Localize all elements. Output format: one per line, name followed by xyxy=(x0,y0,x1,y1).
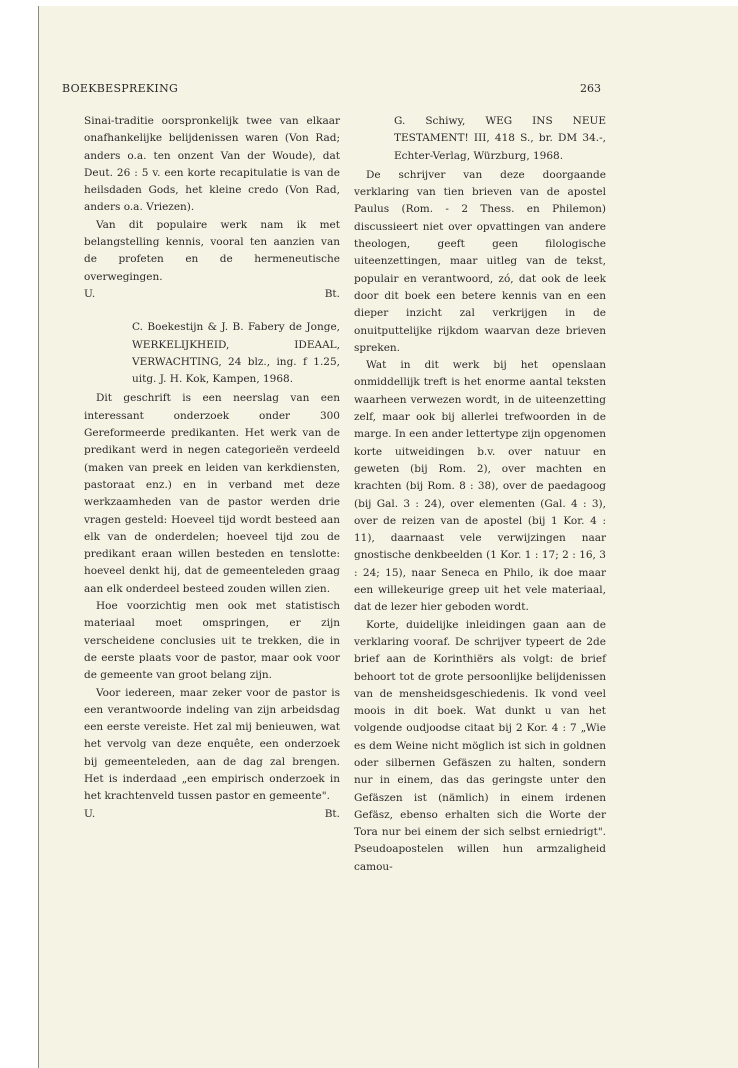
review-heading: G. Schiwy, WEG INS NEUE TESTAMENT! III, 418 S., br. DM 34.-, Echter-Verlag, Würzburg, 1968. xyxy=(394,115,606,162)
left-column xyxy=(84,113,340,823)
paragraph: Dit geschrift is een neerslag van een interessant onderzoek onder 300 Gereformeerde predikanten. Het werk van de predikant werd in negen categorieën verdeeld (maken van preek en leiden van kerkdiensten, pastoraat enz.) en in verband met deze werkzaamheden van de pastor werden drie vragen gesteld: Hoeveel tijd wordt besteed aan elk van de onderdelen; hoeveel tijd zou de predikant eraan willen besteden en tenslotte: hoeveel denkt hij, dat de gemeenteleden graag aan elk onderdeel besteed zouden willen zien. xyxy=(84,392,340,595)
paragraph: Korte, duidelijke inleidingen gaan aan de verklaring vooraf. De schrijver typeert de 2de brief aan de Korinthiërs als volgt: de brief behoort tot de grote persoonlijke belijdenissen van de mensheidsgeschiedenis. Ik vond veel moois in dit boek. Wat dunkt u van het volgende oudjoodse citaat bij 2 Kor. 4 : 7 „Wie es dem Weine nicht möglich ist sich in goldnen oder silbernen Gefäszen zu halten, sondern nur in einem, das das geringste unter den Gefäszen ist (nämlich) in einem irdenen Gefäsz, ebenso erhalten sich die Worte der Tora nur bei einem der sich selbst erniedrigt". Pseudoapostelen willen hun armzaligheid camou- xyxy=(354,618,606,873)
review-heading: C. Boekestijn & J. B. Fabery de Jonge, WERKELIJKHEID, IDEAAL, VERWACHTING, 24 blz., ing. f 1.25, uitg. J. H. Kok, Kampen, 1968. xyxy=(132,321,340,386)
right-column xyxy=(354,113,606,876)
signature-name: Bt. xyxy=(324,807,340,820)
signature-initial: U. xyxy=(84,807,96,820)
page-number: 263 xyxy=(580,82,601,95)
paragraph: Wat in dit werk bij het openslaan onmiddellijk treft is het enorme aantal teksten waarheen verwezen wordt, in de uiteenzetting zelf, maar ook bij allerlei trefwoorden in de marge. In een ander lettertype zijn opgenomen korte uitweidingen b.v. over natuur en geweten (bij Rom. 2), over machten en krachten (bij Rom. 8 : 38), over de paedagoog (bij Gal. 3 : 24), over elementen (Gal. 4 : 3), over de reizen van de apostel (bij 1 Kor. 4 : 11), daarnaast vele verwijzingen naar gnostische denkbeelden (1 Kor. 1 : 17; 2 : 16, 3 : 24; 15), naar Seneca en Philo, ik doe maar een willekeurige greep uit het vele materiaal, dat de lezer hier geboden wordt. xyxy=(354,359,606,614)
reviewer-signature xyxy=(84,286,340,303)
paragraph: De schrijver van deze doorgaande verklaring van tien brieven van de apostel Paulus (Rom. - 2 Thess. en Philemon) discussieert niet over opvattingen van andere theologen, geeft geen filologische uiteenzettingen, maar uitleg van de tekst, populair en verantwoord, zó, dat ook de leek door dit boek een betere kennis van en een dieper inzicht zal verkrijgen in de onuitputtelijke rijkdom waarvan deze brieven spreken. xyxy=(354,168,606,354)
signature-initial: U. xyxy=(84,287,96,300)
paragraph: Voor iedereen, maar zeker voor de pastor is een verantwoorde indeling van zijn arbeidsdag een eerste vereiste. Het zal mij benieuwen, wat het vervolg van deze enquête, een onderzoek bij gemeenteleden, aan de dag zal brengen. Het is inderdaad „een empirisch onderzoek in het krachtenveld tussen pastor en gemeente". xyxy=(84,686,340,803)
running-header-title: BOEKBESPREKING xyxy=(62,82,179,95)
reviewer-signature xyxy=(84,806,340,823)
signature-name: Bt. xyxy=(324,287,340,300)
paragraph: Sinai-traditie oorspronkelijk twee van elkaar onafhankelijke belijdenissen waren (Von Rad; anders o.a. ten onzent Van der Woude), dat Deut. 26 : 5 v. een korte recapitulatie is van de heilsdaden Gods, het kleine credo (Von Rad, anders o.a. Vriezen). xyxy=(84,115,340,214)
paragraph: Hoe voorzichtig men ook met statistisch materiaal moet omspringen, er zijn verscheidene conclusies uit te trekken, die in de eerste plaats voor de pastor, maar ook voor de gemeente van groot belang zijn. xyxy=(84,600,340,682)
paragraph: Van dit populaire werk nam ik met belangstelling kennis, vooral ten aanzien van de profeten en de hermeneutische overwegingen. xyxy=(84,218,340,283)
